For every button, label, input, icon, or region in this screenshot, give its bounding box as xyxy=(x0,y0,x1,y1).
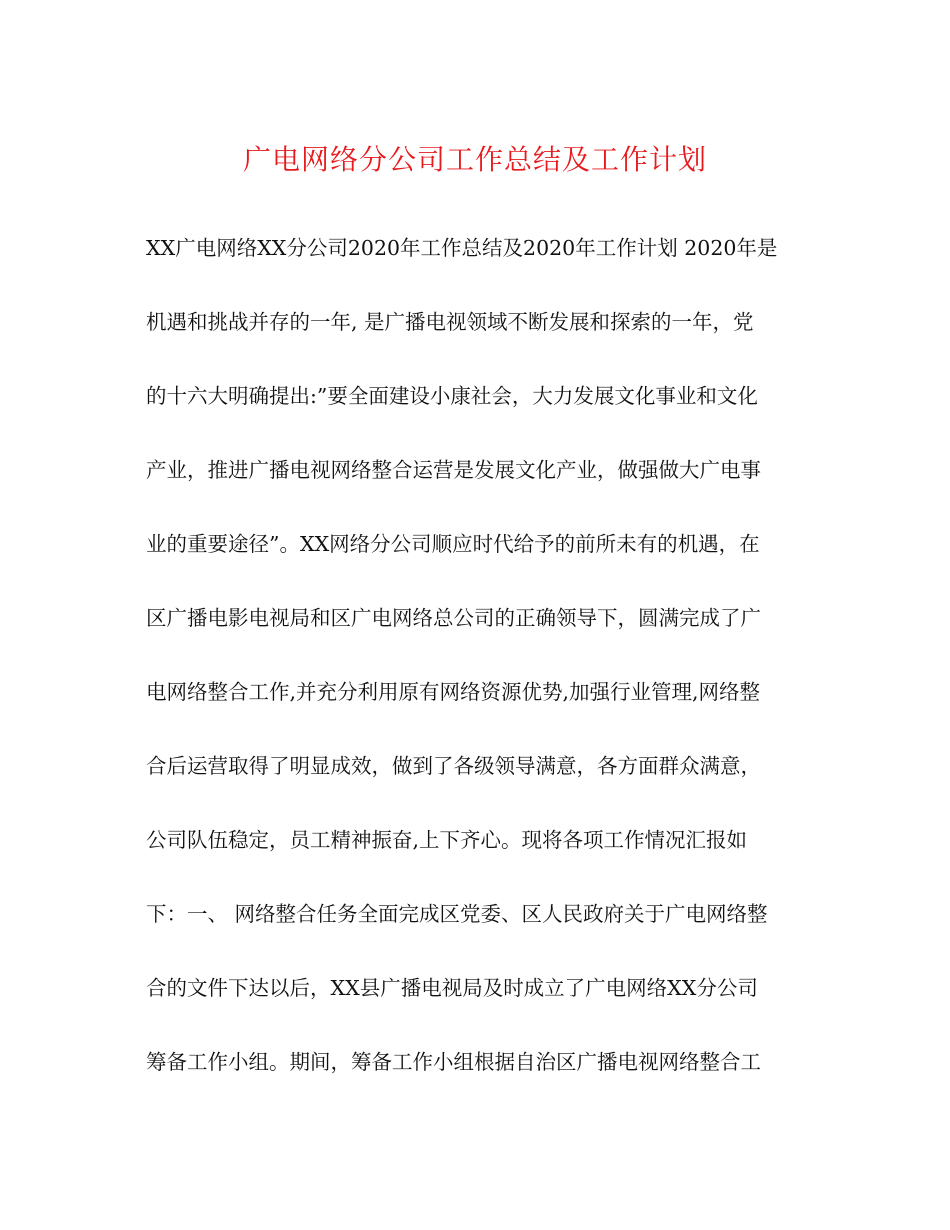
body-line: 下：一、 网络整合任务全面完成区党委、区人民政府关于广电网络整 xyxy=(146,902,768,926)
body-line: 合后运营取得了明显成效，做到了各级领导满意，各方面群众满意， xyxy=(146,754,761,778)
body-line: 产业，推进广播电视网络整合运营是发展文化产业，做强做大广电事 xyxy=(146,458,761,482)
body-line: 机遇和挑战并存的一年, 是广播电视领域不断发展和探索的一年，党 xyxy=(146,310,754,334)
body-line: 区广播电影电视局和区广电网络总公司的正确领导下，圆满完成了广 xyxy=(146,606,761,630)
body-line: 公司队伍稳定，员工精神振奋,上下齐心。现将各项工作情况汇报如 xyxy=(146,828,748,852)
body-line: 筹备工作小组。期间，筹备工作小组根据自治区广播电视网络整合工 xyxy=(146,1050,761,1074)
body-line: 业的重要途径”。XX网络分公司顺应时代给予的前所未有的机遇，在 xyxy=(146,532,760,556)
document-title: 广电网络分公司工作总结及工作计划 xyxy=(242,143,707,176)
body-line: 合的文件下达以后，XX县广播电视局及时成立了广电网络XX分公司 xyxy=(146,976,758,1000)
body-line: XX广电网络XX分公司2020年工作总结及2020年工作计划 2020年是 xyxy=(146,236,778,260)
document-body xyxy=(146,228,816,1116)
body-line: 电网络整合工作,并充分利用原有网络资源优势,加强行业管理,网络整 xyxy=(146,680,761,704)
body-line: 的十六大明确提出:”要全面建设小康社会，大力发展文化事业和文化 xyxy=(146,384,758,408)
